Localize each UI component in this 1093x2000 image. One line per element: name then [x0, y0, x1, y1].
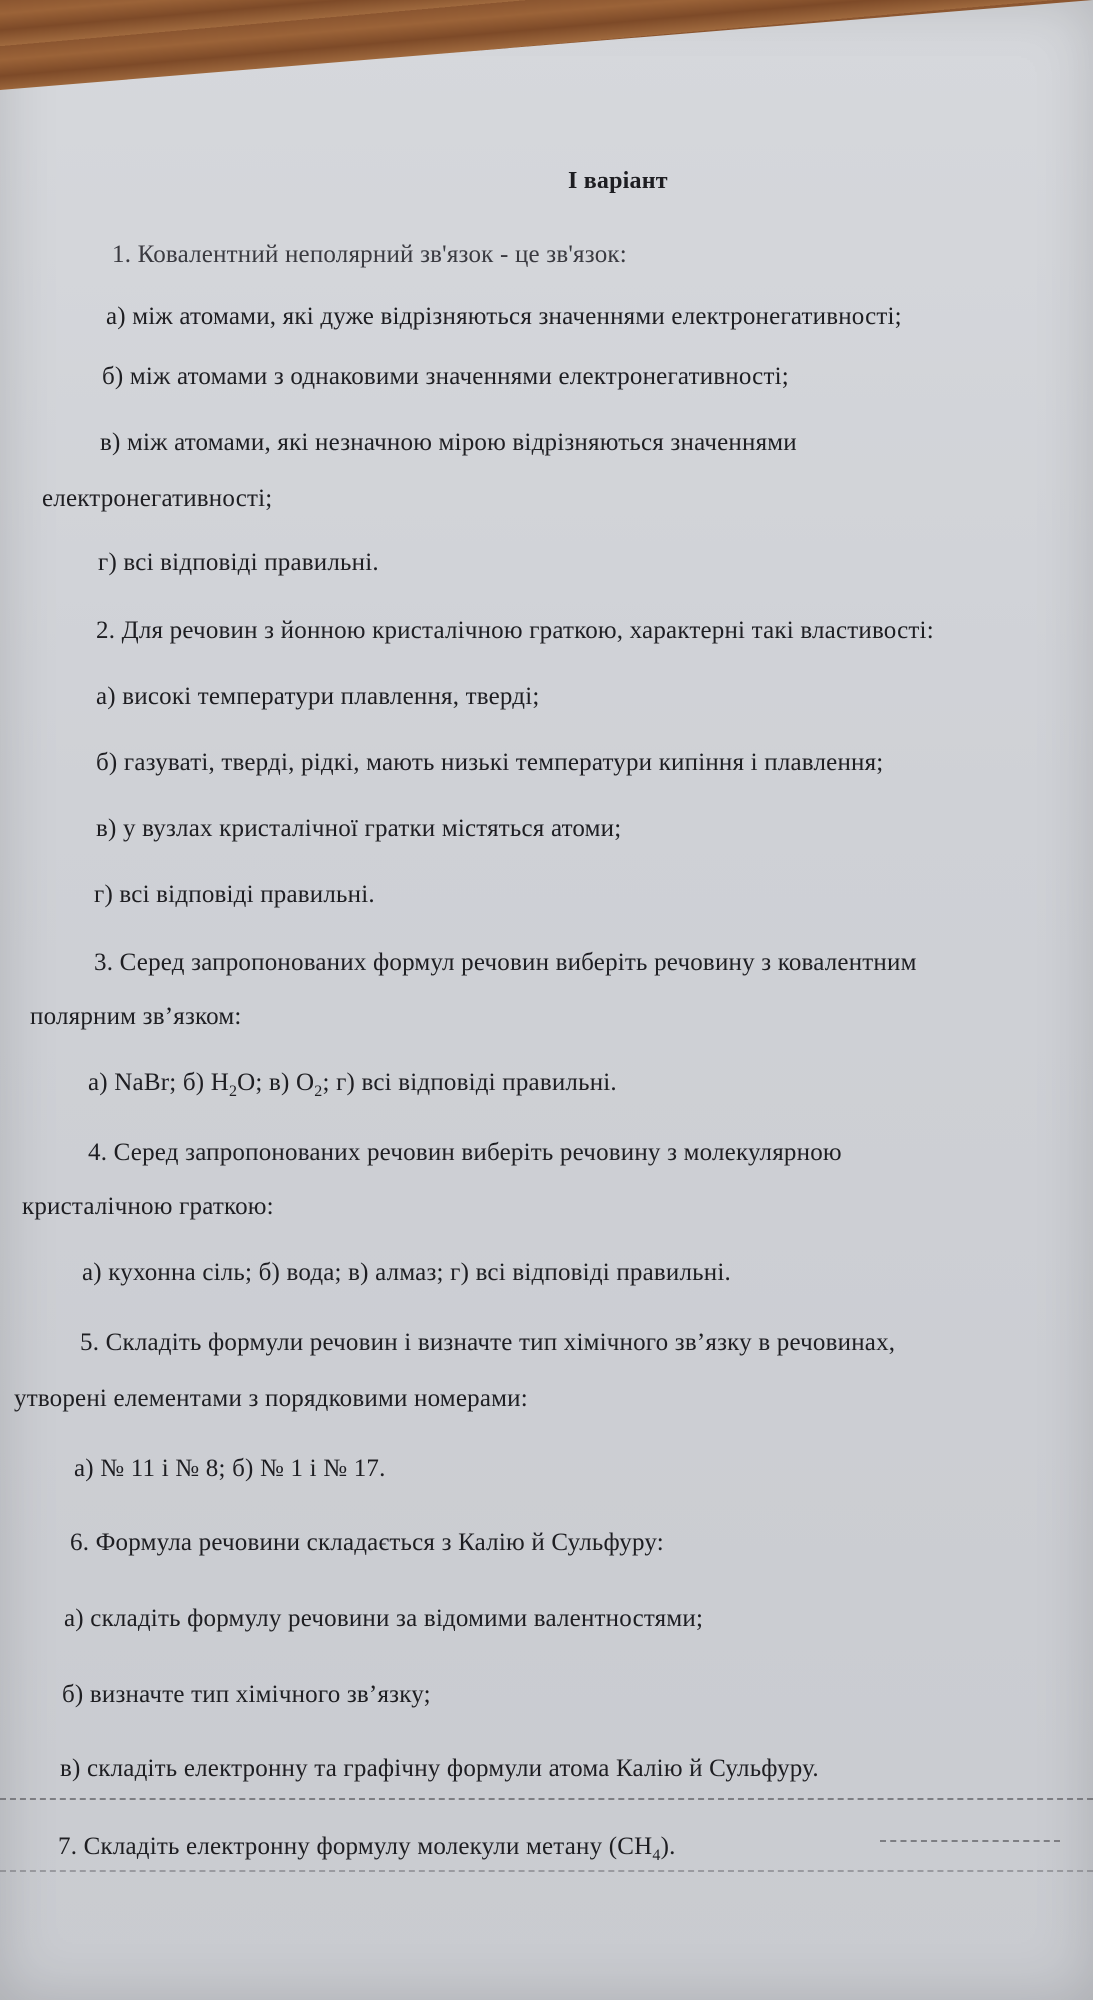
question-6: 6. Формула речовини складається з Калію й Сульфуру: [70, 1529, 664, 1556]
q4-options: а) кухонна сіль; б) вода; в) алмаз; г) всі відповіді правильні. [82, 1259, 731, 1286]
subscript: 4 [652, 1847, 661, 1864]
question-5-line2: утворені елементами з порядковими номерами: [14, 1385, 528, 1412]
q3-options-part-b: O; в) O [237, 1069, 315, 1096]
q3-options-part-c: ; г) всі відповіді правильні. [322, 1069, 617, 1096]
q2-option-d: г) всі відповіді правильні. [94, 881, 375, 908]
q3-options-part-a: а) NaBr; б) H [88, 1069, 229, 1096]
q1-option-c-line2: електронегативності; [42, 485, 273, 512]
question-4-line1: 4. Серед запропонованих речовин виберіть речовину з молекулярною [88, 1139, 842, 1166]
dashed-line [880, 1840, 1060, 1842]
q1-option-d: г) всі відповіді правильні. [98, 549, 379, 576]
question-2: 2. Для речовин з йонною кристалічною граткою, характерні такі властивості: [96, 617, 934, 644]
q2-option-a: а) високі температури плавлення, тверді; [96, 683, 540, 710]
q6-option-b: б) визначте тип хімічного зв’язку; [62, 1681, 431, 1708]
q6-option-c: в) складіть електронну та графічну формули атома Калію й Сульфуру. [60, 1755, 819, 1782]
question-3-line2: полярним зв’язком: [30, 1003, 242, 1030]
question-1: 1. Ковалентний неполярний зв'язок - це зв'язок: [112, 241, 627, 268]
q5-options: а) № 11 і № 8; б) № 1 і № 17. [74, 1455, 386, 1482]
question-3-line1: 3. Серед запропонованих формул речовин виберіть речовину з ковалентним [94, 949, 917, 976]
variant-title: І варіант [568, 168, 668, 194]
question-4-line2: кристалічною граткою: [22, 1193, 274, 1220]
question-5-line1: 5. Складіть формули речовин і визначте тип хімічного зв’язку в речовинах, [80, 1329, 896, 1356]
subscript: 2 [314, 1083, 323, 1100]
dashed-divider [0, 1798, 1093, 1800]
question-7-text: 7. Складіть електронну формулу молекули метану (CH [58, 1833, 653, 1860]
q6-option-a: а) складіть формулу речовини за відомими валентностями; [64, 1605, 704, 1632]
question-7-end: ). [660, 1833, 676, 1860]
subscript: 2 [228, 1083, 238, 1100]
q2-option-b: б) газуваті, тверді, рідкі, мають низькі температури кипіння і плавлення; [96, 749, 884, 776]
question-7 [58, 1832, 676, 1862]
q2-option-c: в) у вузлах кристалічної гратки містяться атоми; [96, 815, 622, 842]
dashed-divider [0, 1870, 1093, 1872]
q3-options [88, 1068, 617, 1098]
q1-option-a: а) між атомами, які дуже відрізняються значеннями електронегативності; [106, 303, 902, 330]
q1-option-b: б) між атомами з однаковими значеннями електронегативності; [102, 363, 789, 390]
q1-option-c-line1: в) між атомами, які незначною мірою відрізняються значеннями [100, 429, 797, 456]
